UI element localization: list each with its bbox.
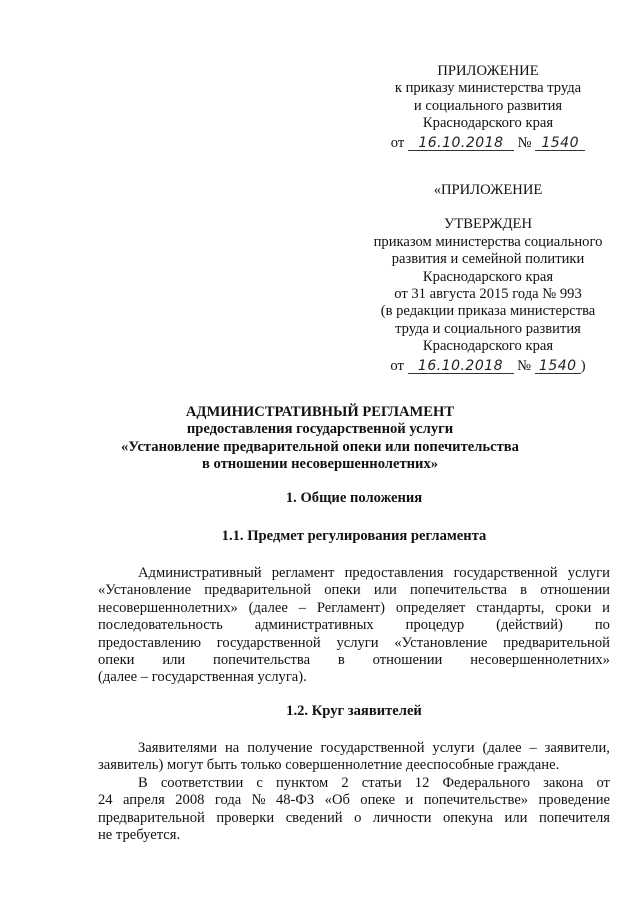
paragraph [98, 775, 610, 845]
text-line [98, 775, 610, 792]
text-line: не требуется. [98, 827, 181, 844]
appendix-header [388, 63, 588, 152]
appendix-title: ПРИЛОЖЕНИЕ [437, 63, 539, 79]
word: года [214, 792, 242, 809]
text-line [98, 600, 610, 617]
word: апреля [122, 792, 165, 809]
handwritten-number: 1540 [535, 359, 581, 374]
word: проверки [216, 809, 275, 826]
word: «Установление [394, 634, 488, 651]
word: предоставлению [98, 634, 201, 651]
word: несовершеннолетних» [470, 652, 610, 669]
word: проведение [538, 792, 610, 809]
number-prefix: № [517, 134, 532, 151]
word: Административный [138, 565, 262, 581]
word: государственной [453, 565, 558, 581]
paragraph [98, 740, 610, 775]
word: отношении [540, 582, 610, 599]
word: (действий) [496, 617, 563, 634]
word: административных [254, 617, 374, 634]
appendix-date-line [388, 135, 588, 152]
word: соответствии [160, 775, 244, 791]
word: и [405, 792, 414, 809]
word: попечителя [538, 809, 610, 826]
word: опеки [324, 582, 361, 599]
word: опеки [98, 652, 135, 669]
word: услуги [336, 634, 379, 651]
word: – [529, 740, 537, 756]
text-line [98, 582, 610, 599]
title-line: в отношении несовершеннолетних» [201, 456, 439, 473]
word: предварительной [204, 582, 312, 599]
word: – [298, 599, 306, 616]
document-title [90, 404, 550, 474]
close-paren: ) [580, 357, 586, 374]
word: государственной [320, 740, 425, 756]
word: предоставления [344, 565, 444, 581]
word: или [162, 652, 186, 669]
word: предварительной [98, 809, 205, 826]
date-prefix: от [390, 357, 404, 374]
word: опеке [360, 792, 396, 809]
approval-line: Краснодарского края [422, 268, 554, 285]
word: попечительства [213, 652, 311, 669]
word: на [225, 740, 240, 756]
word: Регламент) [316, 599, 386, 616]
approved-label: УТВЕРЖДЕН [444, 216, 532, 233]
appendix-line: и социального развития [413, 97, 563, 114]
approval-line: приказом министерства социального [373, 233, 603, 250]
word: Федерального [442, 775, 531, 791]
word: 2008 [175, 792, 205, 809]
word: определяет [395, 599, 466, 616]
text-line [98, 792, 610, 809]
text-line: (далее – государственная услуга). [98, 669, 307, 686]
word: услуги [432, 740, 475, 756]
word: 2 [341, 775, 349, 791]
approval-line: труда и социального развития [395, 320, 581, 337]
word: (далее [248, 599, 288, 616]
word: о [354, 809, 362, 826]
word: 48-ФЗ [275, 792, 315, 809]
section-heading: 1. Общие положения [285, 490, 423, 506]
word: и [602, 599, 610, 616]
handwritten-date: 16.10.2018 [408, 359, 514, 374]
word: сроки [555, 599, 592, 616]
text-line [98, 565, 610, 582]
word: «Об [324, 792, 350, 809]
word: закона [543, 775, 584, 791]
handwritten-date: 16.10.2018 [408, 136, 514, 151]
word: В [138, 775, 148, 791]
approval-line: (в редакции приказа министерства [380, 303, 596, 320]
subsection-heading: 1.1. Предмет регулирования регламента [221, 528, 487, 544]
appendix-title: «ПРИЛОЖЕНИЕ [433, 182, 543, 198]
word: стандарты, [476, 599, 545, 616]
appendix-line: к приказу министерства труда [394, 80, 582, 97]
word: опекуна [442, 809, 494, 826]
word: в [337, 652, 345, 669]
approval-line: от 31 августа 2015 года № 993 [394, 286, 582, 303]
appendix-line: Краснодарского края [422, 115, 554, 132]
word: от [596, 775, 610, 791]
word: 12 [414, 775, 430, 791]
word: заявители, [544, 740, 610, 756]
text-line [98, 635, 610, 652]
word: 24 [98, 792, 113, 809]
approval-line: развития и семейной политики [391, 251, 585, 268]
approval-header [360, 182, 616, 375]
text-line [98, 652, 610, 669]
number-prefix: № [517, 357, 532, 374]
word: личности [372, 809, 432, 826]
word: по [594, 617, 610, 634]
text-line [98, 617, 610, 634]
word: процедур [405, 617, 465, 634]
date-prefix: от [390, 134, 405, 151]
text-line: заявитель) могут быть только совершеннолетние дееспособные граждане. [98, 757, 560, 774]
word: попечительства [409, 582, 507, 599]
word: «Установление [98, 582, 192, 599]
title-line: АДМИНИСТРАТИВНЫЙ РЕГЛАМЕНТ [185, 404, 455, 420]
text-line [98, 810, 610, 827]
approval-line: Краснодарского края [422, 338, 554, 355]
word: получение [247, 740, 313, 756]
word: статьи [361, 775, 402, 791]
subsection-heading: 1.2. Круг заявителей [286, 703, 422, 719]
text-line [98, 740, 610, 757]
word: несовершеннолетних» [98, 599, 238, 616]
handwritten-number: 1540 [535, 136, 585, 151]
title-line: «Установление предварительной опеки или попечительства [121, 438, 519, 455]
word: государственной [216, 634, 321, 651]
word: в [520, 582, 528, 599]
word: с [256, 775, 263, 791]
word: регламент [271, 565, 335, 581]
paragraph [98, 565, 610, 687]
word: № [251, 792, 266, 809]
word: услуги [567, 565, 610, 581]
title-line: предоставления государственной услуги [186, 421, 454, 438]
word: предварительной [503, 634, 610, 651]
word: сведений [285, 809, 343, 826]
word: (далее [482, 740, 522, 756]
approval-date-line [360, 358, 616, 375]
word: или [373, 582, 397, 599]
word: пунктом [275, 775, 329, 791]
word: или [504, 809, 528, 826]
word: последовательность [98, 617, 223, 634]
word: Заявителями [138, 740, 218, 756]
word: отношении [372, 652, 443, 669]
word: попечительстве» [423, 792, 529, 809]
